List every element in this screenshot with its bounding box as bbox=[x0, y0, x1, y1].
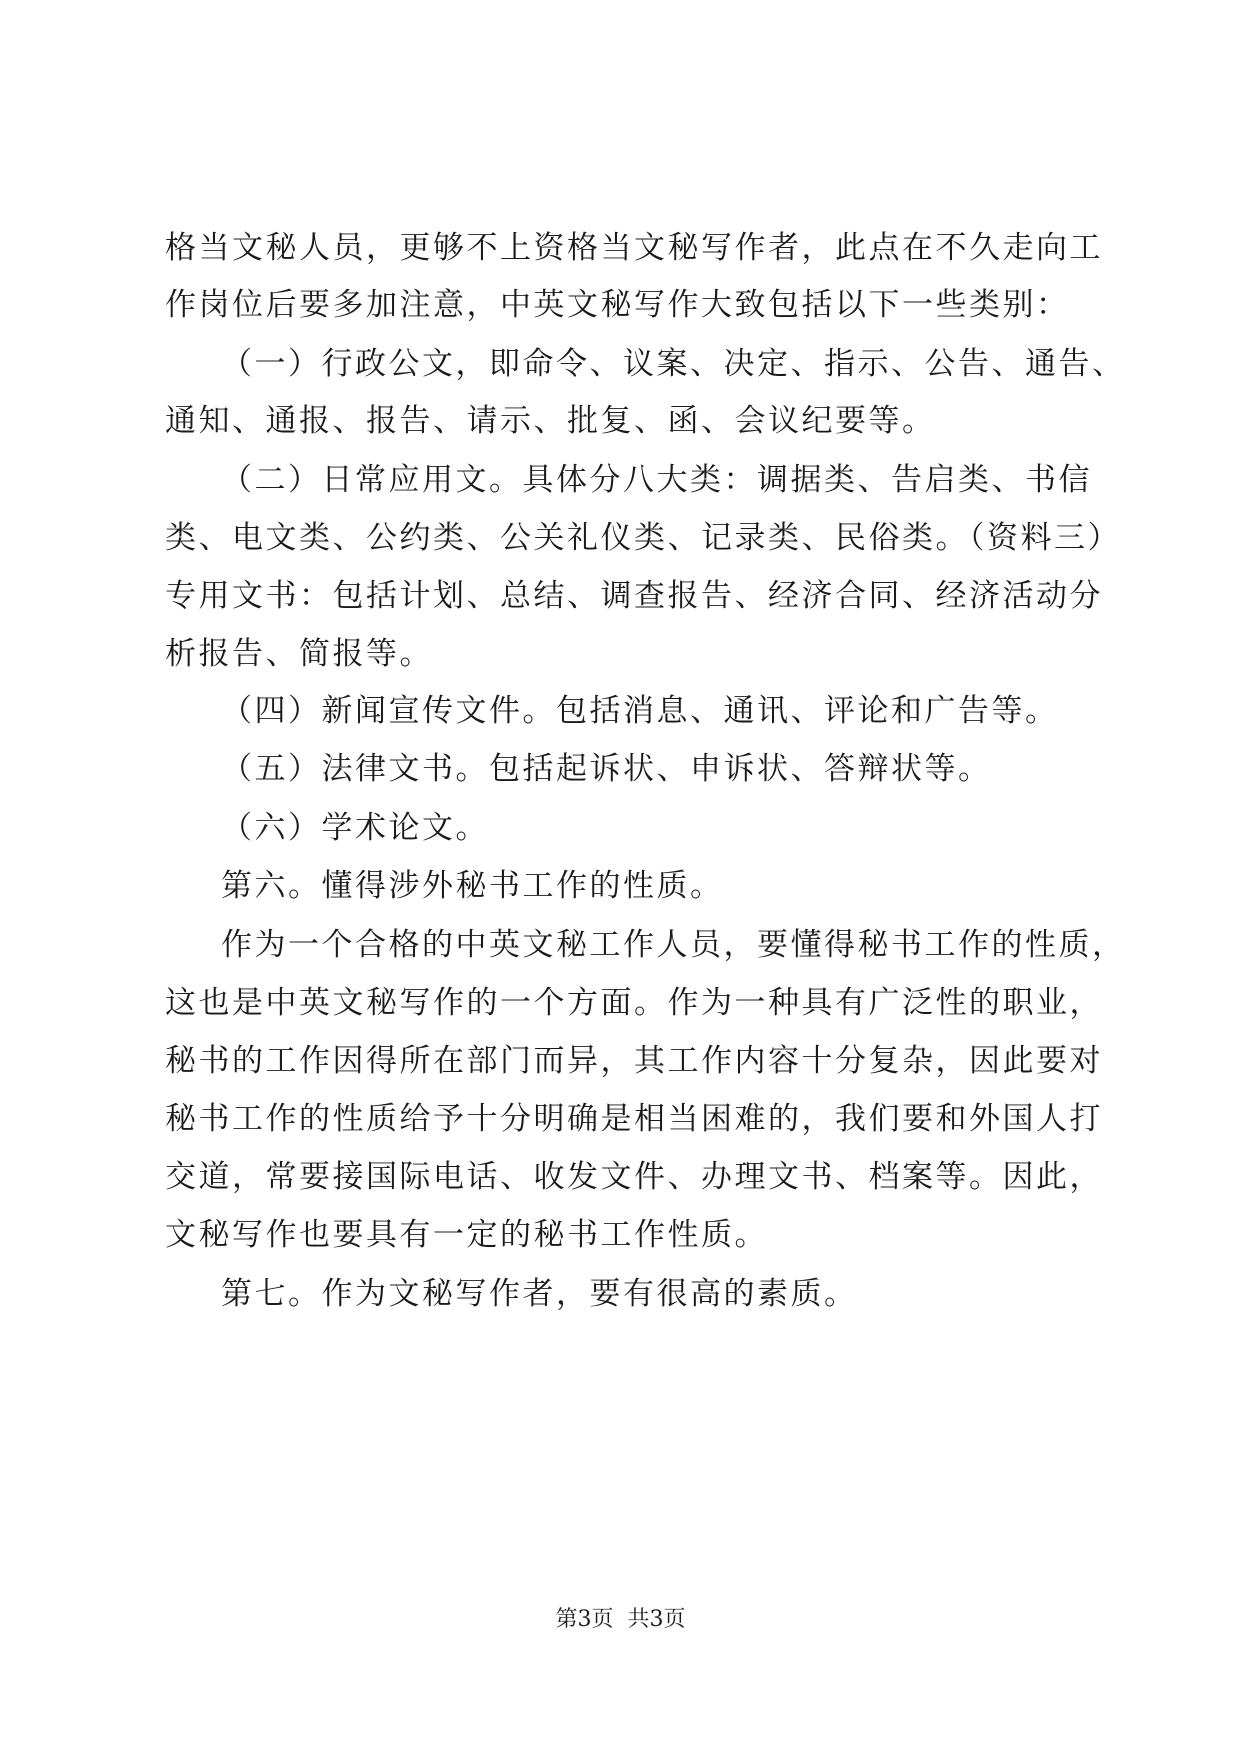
text-line: 类、电文类、公约类、公关礼仪类、记录类、民俗类。（资料三） bbox=[165, 520, 1121, 556]
text-line: （一）行政公文，即命令、议案、决定、指示、公告、通告、 bbox=[221, 346, 1126, 382]
text-line: 析报告、简报等。 bbox=[165, 636, 433, 672]
text-line: 交道，常要接国际电话、收发文件、办理文书、档案等。因此， bbox=[165, 1159, 1103, 1195]
text-line: 作为一个合格的中英文秘工作人员，要懂得秘书工作的性质， bbox=[221, 927, 1126, 963]
text-line: 通知、通报、报告、请示、批复、函、会议纪要等。 bbox=[165, 403, 936, 439]
page-footer: 第3页 共3页 bbox=[555, 1607, 686, 1632]
text-line: 这也是中英文秘写作的一个方面。作为一种具有广泛性的职业， bbox=[165, 985, 1103, 1021]
text-line: 作岗位后要多加注意，中英文秘写作大致包括以下一些类别： bbox=[165, 287, 1070, 323]
text-line: （四）新闻宣传文件。包括消息、通讯、评论和广告等。 bbox=[221, 693, 1059, 729]
text-line: 秘书工作的性质给予十分明确是相当困难的，我们要和外国人打 bbox=[165, 1101, 1103, 1137]
text-line: 格当文秘人员，更够不上资格当文秘写作者，此点在不久走向工 bbox=[165, 230, 1103, 266]
text-line: 第七。作为文秘写作者，要有很高的素质。 bbox=[221, 1276, 858, 1312]
text-line: 专用文书：包括计划、总结、调查报告、经济合同、经济活动分 bbox=[165, 578, 1103, 614]
text-line: 秘书的工作因得所在部门而异，其工作内容十分复杂，因此要对 bbox=[165, 1043, 1103, 1079]
text-line: （五）法律文书。包括起诉状、申诉状、答辩状等。 bbox=[221, 751, 992, 787]
text-line: （六）学术论文。 bbox=[221, 810, 489, 846]
text-line: 第六。懂得涉外秘书工作的性质。 bbox=[221, 868, 724, 904]
text-line: 文秘写作也要具有一定的秘书工作性质。 bbox=[165, 1217, 768, 1253]
text-line: （二）日常应用文。具体分八大类：调据类、告启类、书信 bbox=[221, 462, 1092, 498]
